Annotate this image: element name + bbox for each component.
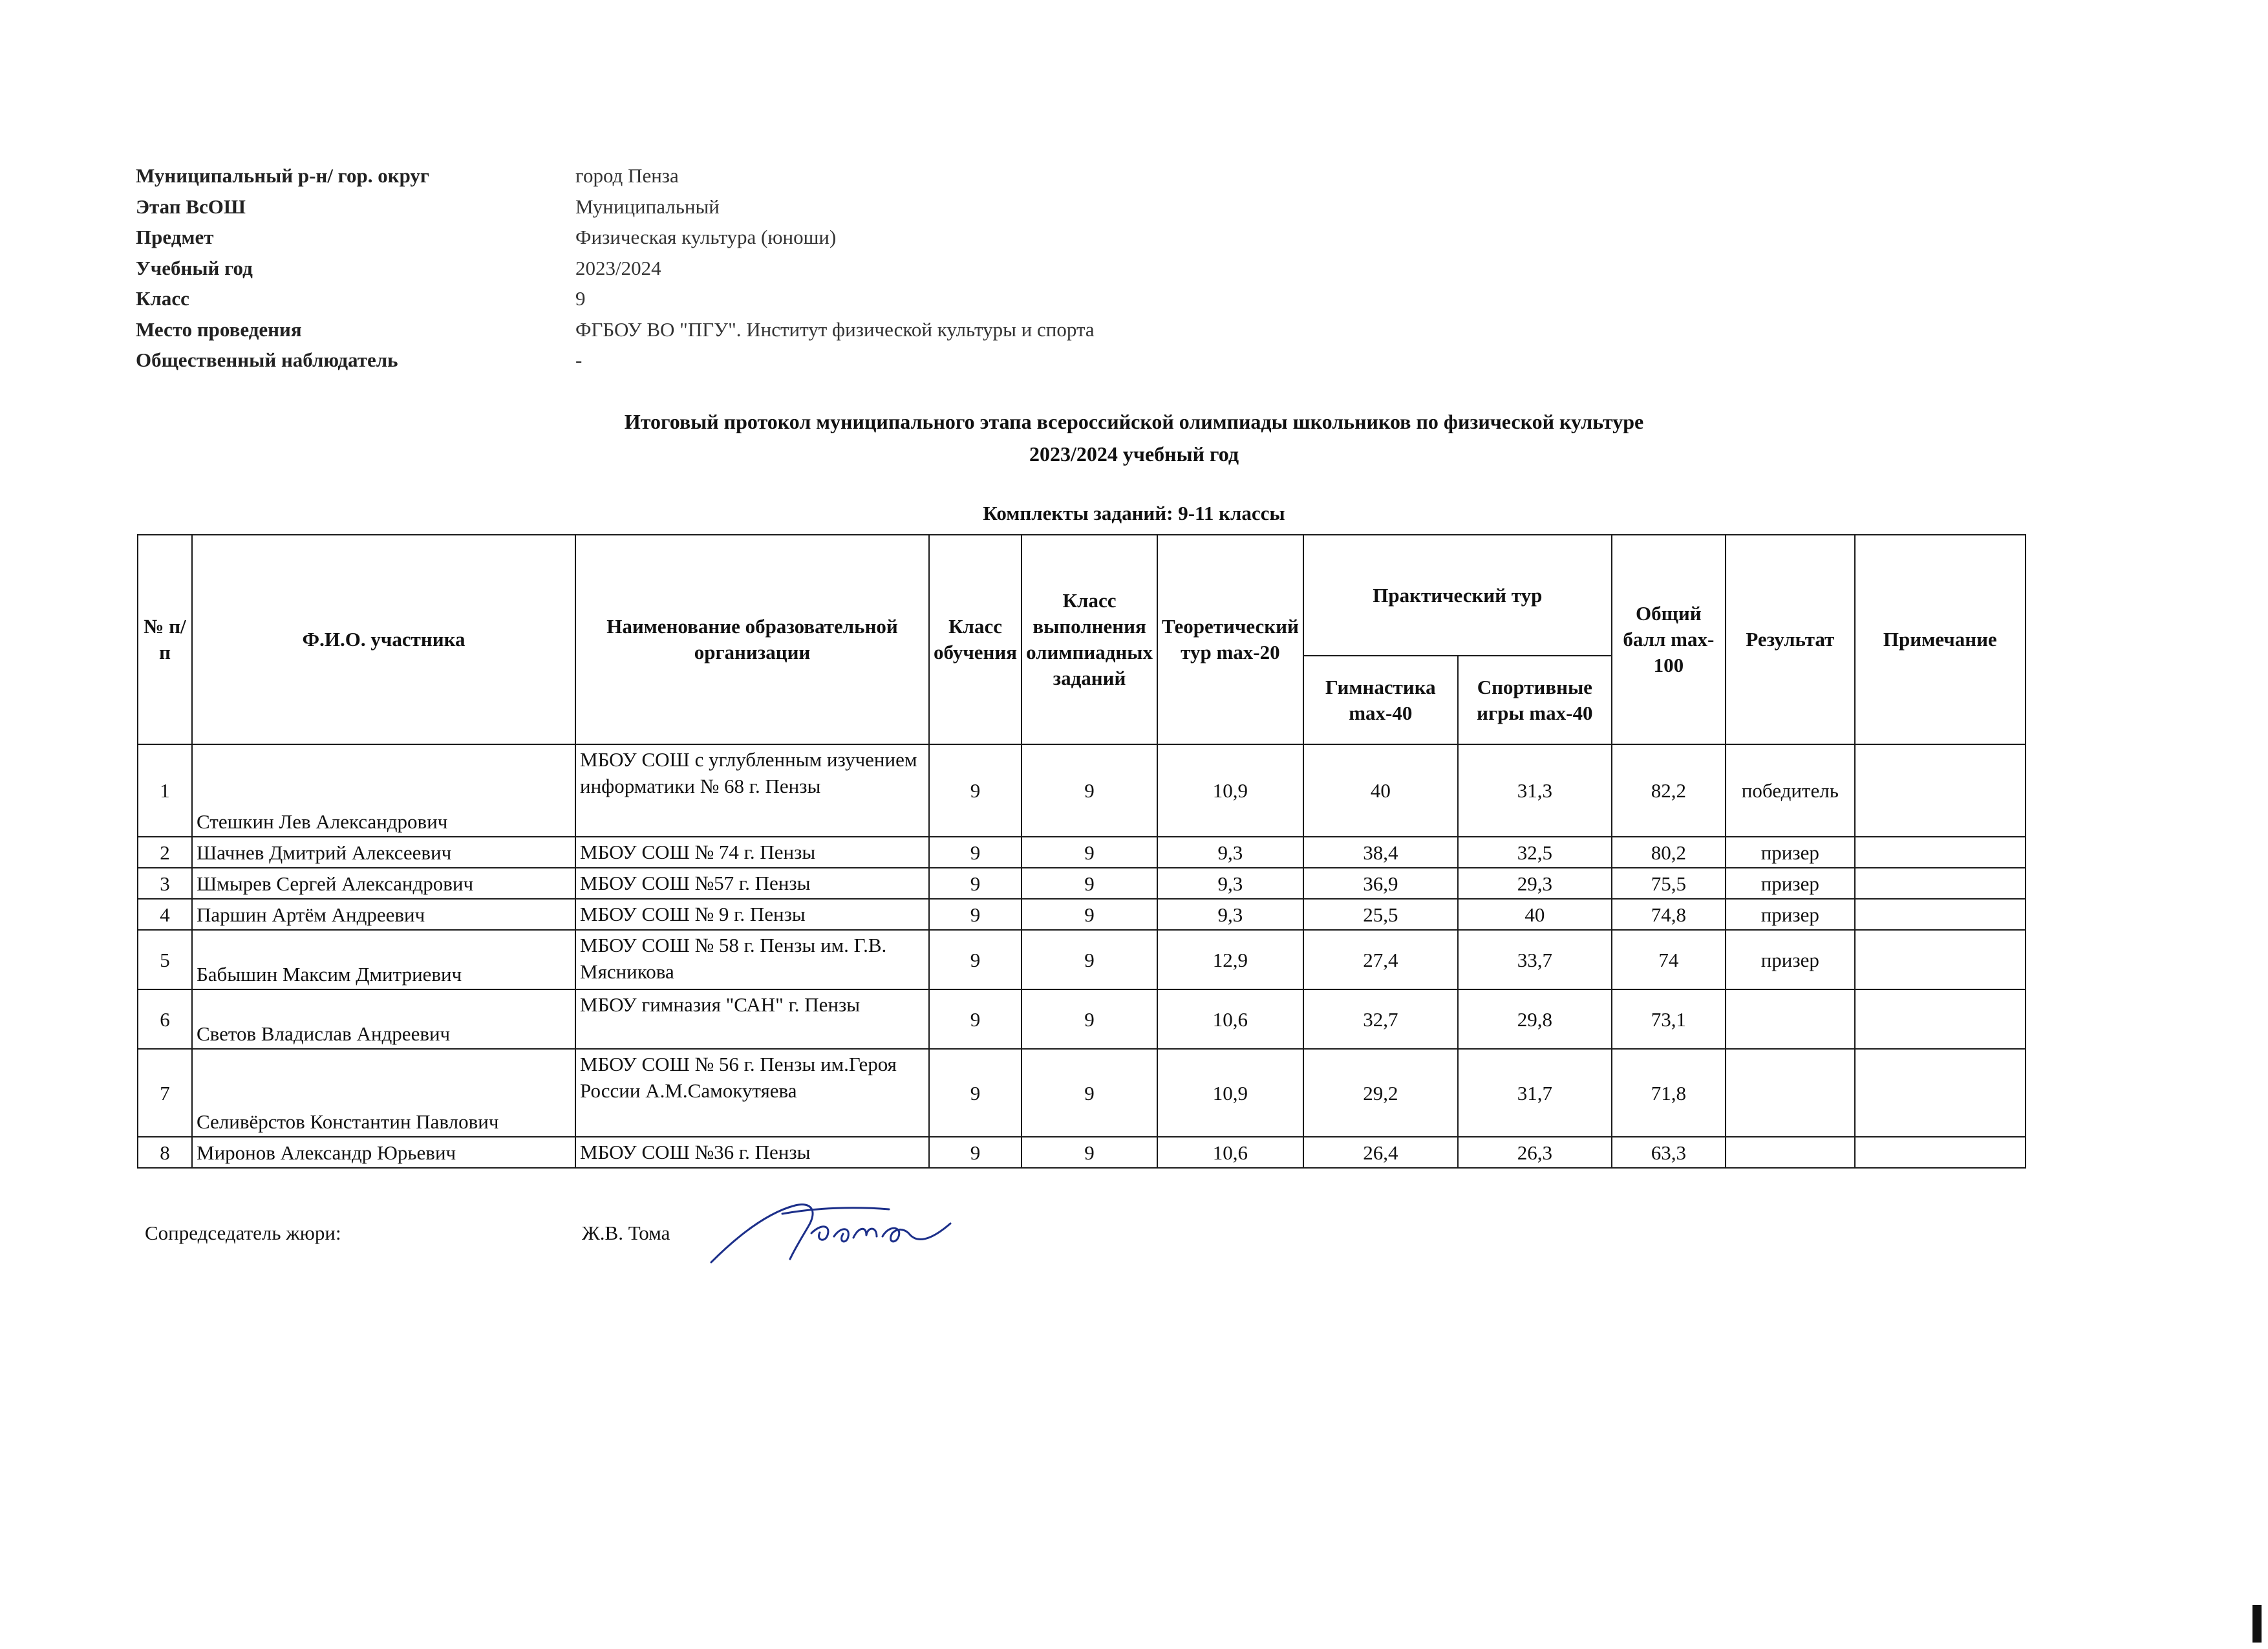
cell-grade: 9 [929,868,1022,899]
table-row [138,1137,2026,1168]
cell-sport: 29,3 [1458,868,1612,899]
cell-gym: 27,4 [1303,930,1458,989]
cell-sport: 26,3 [1458,1137,1612,1168]
header-fio: Ф.И.О. участника [192,535,575,744]
cell-theory: 10,6 [1157,1137,1303,1168]
meta-value: Муниципальный [575,195,720,218]
cell-org: МБОУ СОШ с углубленным изучением информатики № 68 г. Пензы [575,744,929,837]
cell-total: 82,2 [1612,744,1726,837]
cell-sport: 31,7 [1458,1049,1612,1137]
meta-label: Этап ВсОШ [136,195,246,218]
meta-row [136,191,1095,222]
cell-grade: 9 [929,899,1022,930]
cell-note [1855,744,2026,837]
table-row [138,930,2026,989]
task-kit-caption: Комплекты заданий: 9-11 классы [983,502,1285,524]
cell-theory: 9,3 [1157,837,1303,868]
cell-sport: 33,7 [1458,930,1612,989]
cell-grade: 9 [929,1049,1022,1137]
cell-total: 63,3 [1612,1137,1726,1168]
meta-row [136,160,1095,191]
cell-gym: 36,9 [1303,868,1458,899]
cell-org: МБОУ СОШ №36 г. Пензы [575,1137,929,1168]
cell-theory: 10,6 [1157,989,1303,1049]
scan-edge-mark [2252,1605,2262,1643]
cell-org: МБОУ гимназия "САН" г. Пензы [575,989,929,1049]
meta-value: Физическая культура (юноши) [575,226,837,248]
cell-num: 2 [138,837,192,868]
cell-sport: 31,3 [1458,744,1612,837]
cell-org: МБОУ СОШ № 9 г. Пензы [575,899,929,930]
cell-num: 8 [138,1137,192,1168]
cell-fio: Миронов Александр Юрьевич [192,1137,575,1168]
cell-num: 4 [138,899,192,930]
cell-sport: 40 [1458,899,1612,930]
signature-role: Сопредседатель жюри: [145,1222,341,1244]
cell-num: 3 [138,868,192,899]
cell-result: призер [1726,837,1855,868]
cell-note [1855,899,2026,930]
protocol-meta [136,160,1095,376]
cell-total: 75,5 [1612,868,1726,899]
cell-theory: 12,9 [1157,930,1303,989]
cell-theory: 10,9 [1157,1049,1303,1137]
meta-label: Место проведения [136,318,302,341]
header-sport: Спортивные игры max-40 [1458,656,1612,744]
cell-result: победитель [1726,744,1855,837]
cell-total: 74,8 [1612,899,1726,930]
meta-value: ФГБОУ ВО "ПГУ". Институт физической культуры и спорта [575,318,1095,341]
cell-num: 6 [138,989,192,1049]
header-grade: Класс обучения [929,535,1022,744]
meta-row [136,283,1095,314]
cell-grade: 9 [929,837,1022,868]
cell-theory: 9,3 [1157,899,1303,930]
cell-num: 7 [138,1049,192,1137]
cell-num: 5 [138,930,192,989]
protocol-title [0,405,2268,470]
cell-gym: 29,2 [1303,1049,1458,1137]
cell-gym: 32,7 [1303,989,1458,1049]
meta-row [136,314,1095,345]
cell-note [1855,868,2026,899]
cell-grade-tasks: 9 [1022,1049,1157,1137]
cell-grade: 9 [929,989,1022,1049]
cell-theory: 9,3 [1157,868,1303,899]
cell-org: МБОУ СОШ № 74 г. Пензы [575,837,929,868]
table-row [138,1049,2026,1137]
cell-result: призер [1726,930,1855,989]
handwritten-signature [705,1198,983,1272]
cell-gym: 40 [1303,744,1458,837]
cell-note [1855,989,2026,1049]
meta-value: город Пенза [575,164,679,187]
cell-gym: 26,4 [1303,1137,1458,1168]
header-org: Наименование образовательной организации [575,535,929,744]
meta-value: 2023/2024 [575,256,661,279]
meta-label: Общественный наблюдатель [136,349,398,371]
header-num: № п/п [138,535,192,744]
table-row [138,899,2026,930]
cell-result [1726,1049,1855,1137]
meta-row [136,222,1095,253]
header-result: Результат [1726,535,1855,744]
cell-result [1726,989,1855,1049]
meta-label: Предмет [136,226,214,248]
cell-grade-tasks: 9 [1022,930,1157,989]
cell-num: 1 [138,744,192,837]
cell-grade-tasks: 9 [1022,744,1157,837]
cell-grade: 9 [929,930,1022,989]
meta-label: Класс [136,287,189,310]
cell-note [1855,837,2026,868]
cell-fio: Паршин Артём Андреевич [192,899,575,930]
cell-result [1726,1137,1855,1168]
protocol-title-line1: Итоговый протокол муниципального этапа всероссийской олимпиады школьников по физической культуре [624,410,1644,433]
cell-sport: 29,8 [1458,989,1612,1049]
cell-result: призер [1726,868,1855,899]
cell-grade-tasks: 9 [1022,837,1157,868]
cell-grade-tasks: 9 [1022,989,1157,1049]
cell-fio: Стешкин Лев Александрович [192,744,575,837]
cell-grade: 9 [929,1137,1022,1168]
results-table [137,534,2026,1169]
cell-total: 73,1 [1612,989,1726,1049]
table-row [138,868,2026,899]
cell-note [1855,1137,2026,1168]
cell-note [1855,930,2026,989]
cell-total: 74 [1612,930,1726,989]
cell-fio: Светов Владислав Андреевич [192,989,575,1049]
cell-gym: 25,5 [1303,899,1458,930]
cell-theory: 10,9 [1157,744,1303,837]
cell-fio: Шачнев Дмитрий Алексеевич [192,837,575,868]
meta-value: - [575,349,583,371]
cell-org: МБОУ СОШ №57 г. Пензы [575,868,929,899]
cell-org: МБОУ СОШ № 58 г. Пензы им. Г.В. Мясникова [575,930,929,989]
header-gym: Гимнастика max-40 [1303,656,1458,744]
cell-gym: 38,4 [1303,837,1458,868]
signature-name: Ж.В. Тома [582,1222,670,1244]
cell-fio: Бабышин Максим Дмитриевич [192,930,575,989]
cell-fio: Селивёрстов Константин Павлович [192,1049,575,1137]
meta-label: Учебный год [136,256,253,279]
cell-total: 80,2 [1612,837,1726,868]
cell-note [1855,1049,2026,1137]
meta-row [136,345,1095,376]
table-row [138,837,2026,868]
cell-result: призер [1726,899,1855,930]
meta-label: Муниципальный р-н/ гор. округ [136,164,429,187]
table-row [138,989,2026,1049]
table-row [138,744,2026,837]
cell-fio: Шмырев Сергей Александрович [192,868,575,899]
header-grade-tasks: Класс выполнения олимпиадных заданий [1022,535,1157,744]
meta-row [136,253,1095,284]
meta-value: 9 [575,287,586,310]
cell-grade: 9 [929,744,1022,837]
cell-sport: 32,5 [1458,837,1612,868]
header-theory: Теоретический тур max-20 [1157,535,1303,744]
cell-grade-tasks: 9 [1022,1137,1157,1168]
cell-grade-tasks: 9 [1022,899,1157,930]
header-note: Примечание [1855,535,2026,744]
cell-org: МБОУ СОШ № 56 г. Пензы им.Героя России А.М.Самокутяева [575,1049,929,1137]
cell-total: 71,8 [1612,1049,1726,1137]
header-practice: Практический тур [1303,535,1612,656]
cell-grade-tasks: 9 [1022,868,1157,899]
header-total: Общий балл max-100 [1612,535,1726,744]
protocol-title-line2: 2023/2024 учебный год [1029,442,1239,466]
